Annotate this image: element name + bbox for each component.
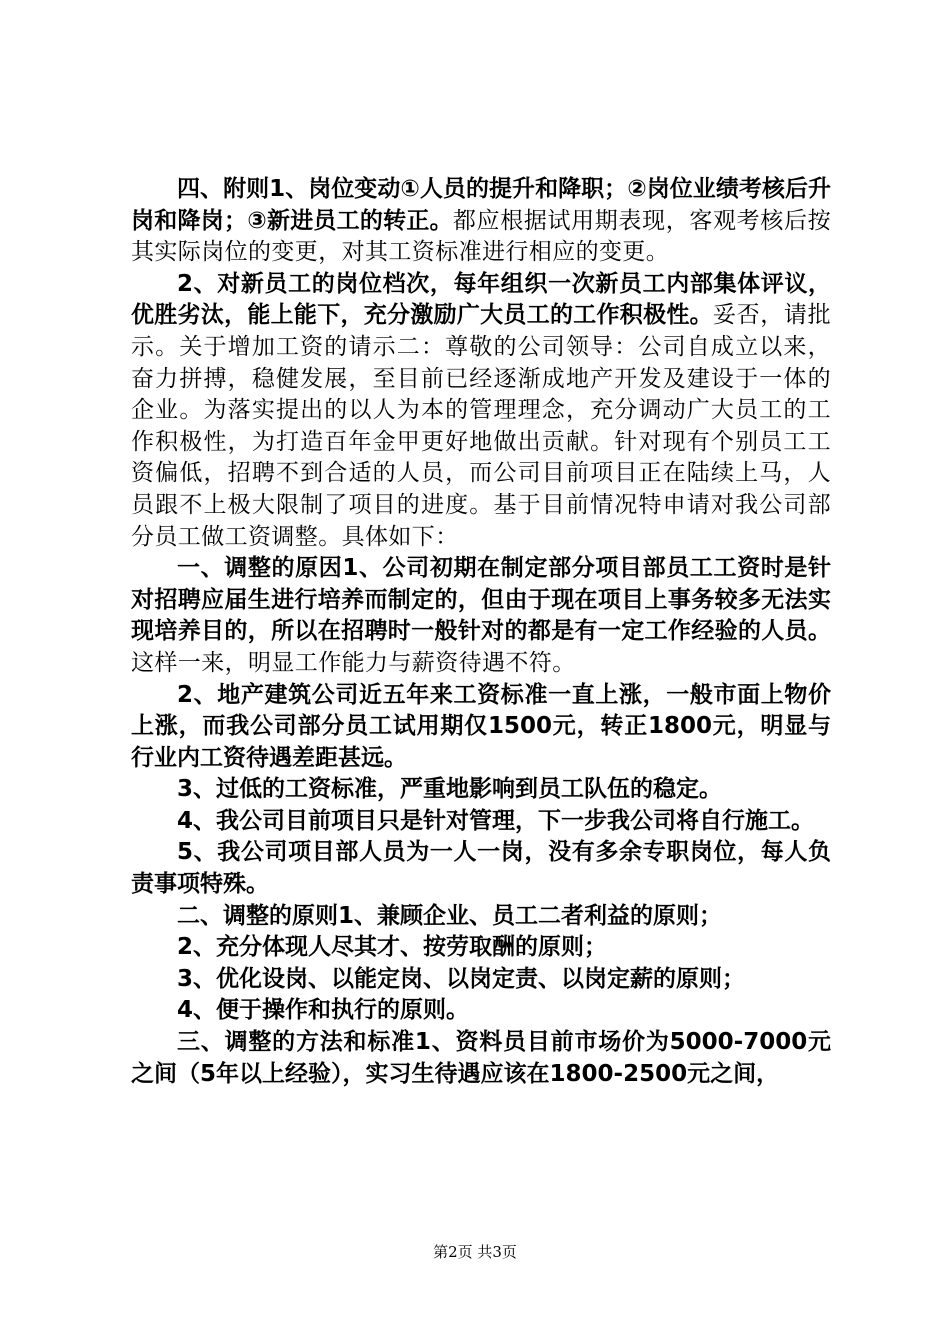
paragraph-heading-text: 4、便于操作和执行的原则。 — [177, 997, 470, 1024]
document-body — [131, 174, 831, 1090]
paragraph — [131, 995, 831, 1027]
paragraph — [131, 964, 831, 996]
paragraph — [131, 901, 831, 933]
paragraph-heading-text: 4、我公司目前项目只是针对管理，下一步我公司将自行施工。 — [177, 807, 815, 834]
paragraph-body-text: 都应根据试用期表现，客观考核后按其实际岗位的变更，对其工资标准进行相应的变更。 — [131, 207, 831, 266]
paragraph-heading-text: 三、调整的方法和标准1、资料员目前市场价为5000-7000元之间（5年以上经验），实习生待遇应该在1800-2500元之间， — [131, 1029, 831, 1087]
page-number-footer: 第2页 共3页 — [433, 1243, 517, 1261]
paragraph-body-text: 这样一来，明显工作能力与薪资待遇不符。 — [131, 649, 576, 676]
paragraph-heading-text: 二、调整的原则1、兼顾企业、员工二者利益的原则； — [177, 902, 723, 929]
paragraph — [131, 837, 831, 900]
paragraph — [131, 680, 831, 775]
paragraph — [131, 269, 831, 553]
paragraph — [131, 774, 831, 806]
paragraph-heading-text: 四、附则1、岗位变动①人员的提升和降职；②岗位业绩考核后升岗和降岗；③新进员工的转正。 — [131, 176, 831, 234]
paragraph-heading-text: 2、地产建筑公司近五年来工资标准一直上涨，一般市面上物价上涨，而我公司部分员工试用期仅1500元，转正1800元，明显与行业内工资待遇差距甚远。 — [131, 681, 831, 771]
paragraph — [131, 1027, 831, 1090]
paragraph-heading-text: 2、充分体现人尽其才、按劳取酬的原则； — [177, 934, 608, 961]
paragraph-body-text: 妥否，请批示。关于增加工资的请示二：尊敬的公司领导：公司自成立以来，奋力拼搏，稳健发展，至目前已经逐渐成地产开发及建设于一体的企业。为落实提出的以人为本的管理理念，充分调动广大员工的工作积极性，为打造百年金甲更好地做出贡献。针对现有个别员工工资偏低，招聘不到合适的人员，而公司目前项目正在陆续上马，人员跟不上极大限制了项目的进度。基于目前情况特申请对我公司部分员工做工资调整。具体如下： — [131, 302, 832, 550]
paragraph — [131, 932, 831, 964]
paragraph-heading-text: 3、过低的工资标准，严重地影响到员工队伍的稳定。 — [177, 776, 723, 803]
paragraph-heading-text: 一、调整的原因1、公司初期在制定部分项目部员工工资时是针对招聘应届生进行培养而制定的，但由于现在项目上事务较多无法实现培养目的，所以在招聘时一般针对的都是有一定工作经验的人员。 — [131, 555, 831, 645]
paragraph — [131, 806, 831, 838]
paragraph — [131, 553, 831, 679]
paragraph-heading-text: 3、优化设岗、以能定岗、以岗定责、以岗定薪的原则； — [177, 965, 746, 992]
paragraph — [131, 174, 831, 269]
paragraph-heading-text: 2、对新员工的岗位档次，每年组织一次新员工内部集体评议，优胜劣汰，能上能下，充分激励广大员工的工作积极性。 — [131, 270, 831, 329]
paragraph-heading-text: 5、我公司项目部人员为一人一岗，没有多余专职岗位，每人负责事项特殊。 — [131, 839, 831, 898]
